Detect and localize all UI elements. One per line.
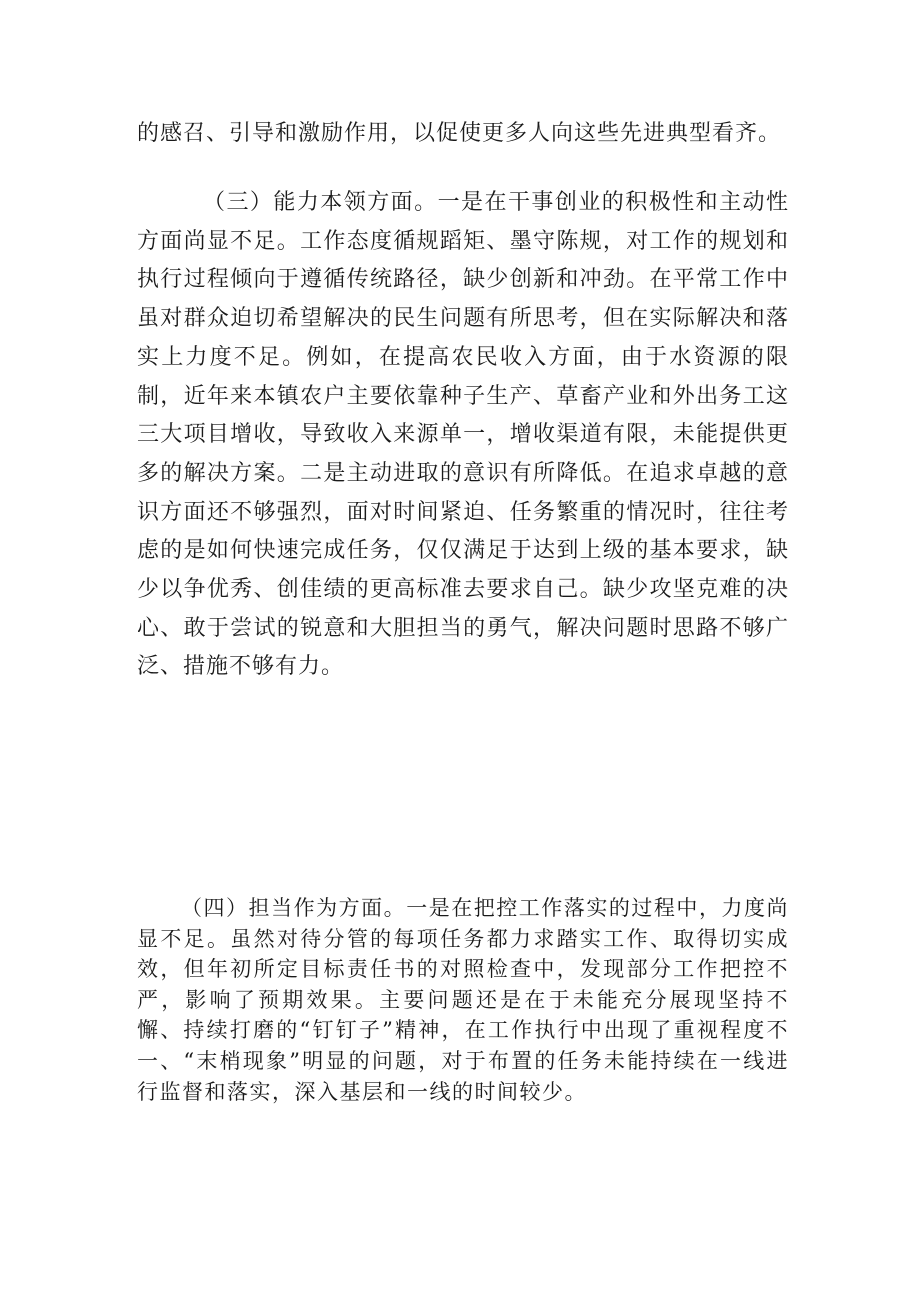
paragraph-continuation: 的感召、引导和激励作用，以促使更多人向这些先进典型看齐。	[137, 121, 782, 146]
paragraph-section-4-responsibility: （四）担当作为方面。一是在把控工作落实的过程中，力度尚显不足。虽然对待分管的每项任务都力求踏实工作、取得切实成效，但年初所定目标责任书的对照检查中，发现部分工作把控不严，影响了预期效果。主要问题还是在于未能充分展现坚持不懈、持续打磨的“钉钉子”精神，在工作执行中出现了重视程度不一、“末梢现象”明显的问题，对于布置的任务未能持续在一线进行监督和落实，深入基层和一线的时间较少。	[137, 896, 789, 1104]
paragraph-section-3-ability: （三）能力本领方面。一是在干事创业的积极性和主动性方面尚显不足。工作态度循规蹈矩、墨守陈规，对工作的规划和执行过程倾向于遵循传统路径，缺少创新和冲劲。在平常工作中虽对群众迫切希望解决的民生问题有所思考，但在实际解决和落实上力度不足。例如，在提高农民收入方面，由于水资源的限制，近年来本镇农户主要依靠种子生产、草畜产业和外出务工这三大项目增收，导致收入来源单一，增收渠道有限，未能提供更多的解决方案。二是主动进取的意识有所降低。在追求卓越的意识方面还不够强烈，面对时间紧迫、任务繁重的情况时，往往考虑的是如何快速完成任务，仅仅满足于达到上级的基本要求，缺少以争优秀、创佳绩的更高标准去要求自己。缺少攻坚克难的决心、敢于尝试的锐意和大胆担当的勇气，解决问题时思路不够广泛、措施不够有力。	[137, 190, 789, 680]
